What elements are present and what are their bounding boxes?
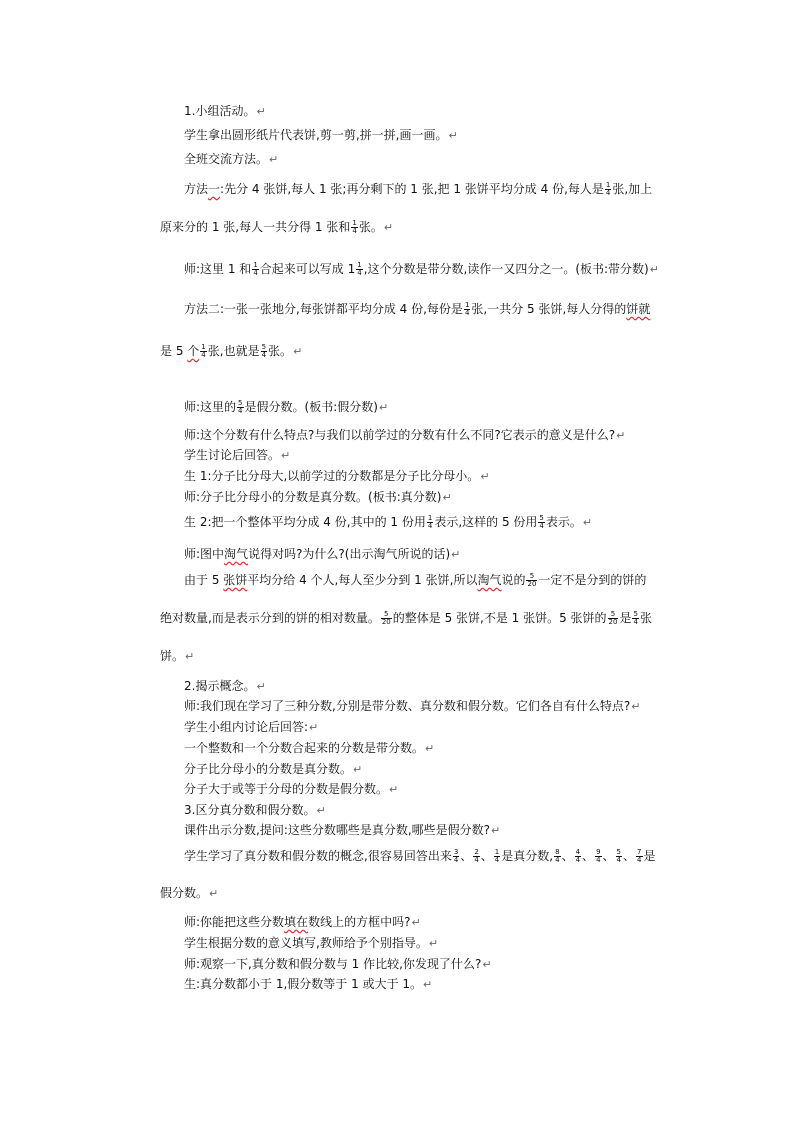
fraction <box>538 515 544 530</box>
text-span: 方法二:一张一张地分,每张饼都平均分成 4 份,每份是 <box>184 302 463 316</box>
fraction-numerator: 1 <box>464 301 470 309</box>
text-line <box>184 427 625 444</box>
text-span: 表示。 <box>545 515 582 529</box>
text-span: 说的 <box>501 573 526 587</box>
text-span: 、 <box>480 849 493 863</box>
text-line <box>184 447 290 464</box>
text-span: 师:我们现在学习了三种分数,分别是带分数、真分数和假分数。它们各自有什么特点? <box>184 699 631 713</box>
paragraph-mark: ↵ <box>209 887 219 900</box>
text-span: 课件出示分数,提问:这些分数哪些是真分数,哪些是假分数? <box>184 823 491 837</box>
squiggly-word: 填在 <box>284 915 309 929</box>
paragraph-mark: ↵ <box>448 129 458 142</box>
text-line <box>160 343 302 360</box>
text-span: 是真分数, <box>501 849 554 863</box>
fraction <box>381 611 392 626</box>
fraction <box>636 849 642 864</box>
text-line <box>184 514 592 531</box>
fraction-numerator: 2 <box>474 848 479 856</box>
fraction-denominator: 4 <box>555 856 560 864</box>
text-span: 平均分给 4 个人,每人至少分到 1 张饼,所以 <box>247 573 478 587</box>
fraction-numerator: 5 <box>539 514 544 522</box>
text-span: 是 5 <box>160 344 188 358</box>
paragraph-mark: ↵ <box>383 221 394 234</box>
text-span: 师:这里的 <box>184 400 237 414</box>
text-span: 饼。 <box>160 649 185 663</box>
fraction-numerator: 5 <box>616 848 622 856</box>
paragraph-mark: ↵ <box>442 491 452 504</box>
fraction-denominator: 20 <box>527 580 537 588</box>
fraction-denominator: 4 <box>352 227 357 235</box>
text-line <box>184 301 650 317</box>
text-span: 说得对吗?为什么?(出示淘气所说的话) <box>248 547 451 561</box>
text-span: 假分数。 <box>160 886 209 900</box>
text-span: 师:这个分数有什么特点?与我们以前学过的分数有什么不同?它表示的意义是什么? <box>184 428 616 442</box>
fraction <box>554 849 560 864</box>
text-span: 一个整数和一个分数合起来的分数是带分数。 <box>184 741 425 755</box>
text-span: 数线上的方框中吗? <box>308 915 411 929</box>
text-span: 生 1:分子比分母大,以前学过的分数都是分子比分母小。 <box>184 469 480 483</box>
fraction <box>595 849 601 864</box>
fraction-denominator: 4 <box>633 618 638 626</box>
text-span: 学生根据分数的意义填写,教师给予个别指导。 <box>184 936 428 950</box>
text-span: 全班交流方法。 <box>184 152 269 166</box>
text-span: :先分 4 张饼,每人 1 张;再分剩下的 1 张,把 1 张饼平均分成 4 份,每人是 <box>220 182 604 196</box>
paragraph-mark: ↵ <box>423 978 433 991</box>
fraction-denominator: 4 <box>474 856 479 864</box>
fraction-denominator: 4 <box>494 856 500 864</box>
text-line <box>184 848 656 864</box>
text-span: 的整体是 5 张饼,不是 1 张饼。5 张饼的 <box>392 611 607 625</box>
paragraph-mark: ↵ <box>482 958 492 971</box>
paragraph-mark: ↵ <box>281 449 291 462</box>
text-line <box>184 261 659 278</box>
paragraph-mark: ↵ <box>428 937 439 950</box>
fraction-denominator: 4 <box>575 856 581 864</box>
text-line <box>184 181 652 197</box>
text-line <box>160 885 218 902</box>
fraction-denominator: 4 <box>201 351 206 359</box>
text-line <box>184 572 646 588</box>
text-span: 生 2:把一个整体平均分成 4 份,其中的 1 份用 <box>184 515 426 529</box>
text-line <box>184 761 362 778</box>
fraction-denominator: 4 <box>605 189 611 197</box>
paragraph-mark: ↵ <box>631 700 641 713</box>
text-span: 学生小组内讨论后回答: <box>184 720 309 734</box>
paragraph-mark: ↵ <box>309 721 319 734</box>
paragraph-mark: ↵ <box>353 763 363 776</box>
text-line <box>184 151 278 168</box>
text-span: 师:分子比分母小的分数是真分数。(板书:真分数) <box>184 490 442 504</box>
text-span: 分子大于或等于分母的分数是假分数。 <box>184 782 389 796</box>
text-line <box>184 719 318 736</box>
fraction <box>200 344 206 359</box>
fraction-numerator: 5 <box>261 343 267 351</box>
fraction-denominator: 4 <box>253 269 258 277</box>
text-line <box>184 935 438 952</box>
paragraph-mark: ↵ <box>582 516 593 529</box>
paragraph-mark: ↵ <box>256 105 266 118</box>
text-span: 师:这里 1 和 <box>184 262 252 276</box>
fraction-numerator: 9 <box>596 848 601 856</box>
fraction-numerator: 3 <box>453 848 459 856</box>
fraction <box>453 849 459 864</box>
paragraph-mark: ↵ <box>256 680 266 693</box>
fraction-denominator: 4 <box>637 856 642 864</box>
text-span: 张 <box>639 611 652 625</box>
fraction-numerator: 5 <box>633 610 638 618</box>
paragraph-mark: ↵ <box>491 824 501 837</box>
fraction <box>473 849 479 864</box>
fraction <box>261 344 267 359</box>
text-span: 是 <box>643 849 656 863</box>
text-span: 、 <box>623 849 636 863</box>
text-span: 、 <box>460 849 473 863</box>
fraction <box>575 849 581 864</box>
fraction-denominator: 20 <box>608 618 618 626</box>
fraction <box>526 573 537 588</box>
text-span: 1.小组活动。 <box>184 104 256 118</box>
paragraph-mark: ↵ <box>269 153 279 166</box>
text-span: 生:真分数都小于 1,假分数等于 1 或大于 1。 <box>184 977 423 991</box>
fraction-numerator: 1 <box>357 261 362 269</box>
fraction-denominator: 4 <box>539 522 544 530</box>
squiggly-word: 淘气 <box>224 547 249 561</box>
text-span: 、 <box>602 849 615 863</box>
text-span: 学生讨论后回答。 <box>184 448 281 462</box>
fraction <box>351 220 357 235</box>
text-span: 一定不是分到的饼的 <box>538 573 647 587</box>
fraction-numerator: 5 <box>608 611 619 619</box>
text-line <box>184 781 398 798</box>
paragraph-mark: ↵ <box>480 470 490 483</box>
text-span: 3.区分真分数和假分数。 <box>184 803 316 817</box>
squiggly-word: 张饼 <box>223 573 248 587</box>
fraction-denominator: 4 <box>427 522 433 530</box>
text-line <box>184 956 492 973</box>
text-line <box>160 219 393 236</box>
paragraph-mark: ↵ <box>616 429 626 442</box>
text-span: 张。 <box>268 344 293 358</box>
fraction-denominator: 4 <box>238 407 243 415</box>
fraction <box>464 302 470 317</box>
paragraph-mark: ↵ <box>649 263 659 276</box>
text-line <box>184 468 490 485</box>
text-span: 张,一共分 5 张饼,每人分得的 <box>471 302 627 316</box>
text-span: 是 <box>619 611 632 625</box>
text-span: 绝对数量,而是表示分到的饼的相对数量。 <box>160 611 380 625</box>
fraction-numerator: 1 <box>352 219 357 227</box>
text-line <box>184 103 266 120</box>
text-line <box>184 678 266 695</box>
text-span: 师:观察一下,真分数和假分数与 1 作比较,你发现了什么? <box>184 957 482 971</box>
fraction <box>252 262 258 277</box>
fraction <box>427 515 433 530</box>
paragraph-mark: ↵ <box>316 804 326 817</box>
text-span: 师:图中 <box>184 547 225 561</box>
fraction <box>608 611 619 626</box>
squiggly-word: 饼就 <box>626 302 651 316</box>
text-span: 张,加上 <box>612 182 653 196</box>
text-line <box>184 399 388 416</box>
paragraph-mark: ↵ <box>389 783 399 796</box>
paragraph-mark: ↵ <box>425 742 435 755</box>
fraction <box>605 182 611 197</box>
text-span: 、 <box>561 849 574 863</box>
fraction-numerator: 1 <box>605 181 611 189</box>
fraction-numerator: 5 <box>381 611 392 619</box>
paragraph-mark: ↵ <box>378 401 389 414</box>
text-span: 分子比分母小的分数是真分数。 <box>184 762 353 776</box>
fraction-numerator: 1 <box>201 343 206 351</box>
text-line <box>184 976 432 993</box>
fraction-numerator: 4 <box>575 848 581 856</box>
paragraph-mark: ↵ <box>185 650 195 663</box>
text-line <box>184 489 452 506</box>
fraction-denominator: 4 <box>357 269 362 277</box>
text-line <box>184 127 458 144</box>
text-span: 、 <box>582 849 595 863</box>
fraction <box>632 611 638 626</box>
text-span: 2.揭示概念。 <box>184 679 256 693</box>
text-span: 合起来可以写成 1 <box>259 262 356 276</box>
text-span: 原来分的 1 张,每人一共分得 1 张和 <box>160 220 351 234</box>
fraction-denominator: 4 <box>596 856 601 864</box>
text-span: 张,也就是 <box>207 344 260 358</box>
fraction-numerator: 1 <box>494 848 500 856</box>
fraction-denominator: 20 <box>381 618 391 626</box>
fraction-numerator: 8 <box>555 848 560 856</box>
text-line <box>184 914 421 931</box>
fraction-denominator: 4 <box>464 309 470 317</box>
fraction-numerator: 7 <box>637 848 642 856</box>
fraction <box>356 262 362 277</box>
text-line <box>160 610 652 626</box>
squiggly-word: 个 <box>187 344 200 358</box>
text-span: ,这个分数是带分数,读作一又四分之一。(板书:带分数) <box>363 262 649 276</box>
fraction-numerator: 5 <box>526 573 537 581</box>
squiggly-word: 一 <box>208 182 221 196</box>
text-line <box>184 546 460 563</box>
text-span: 学生拿出圆形纸片代表饼,剪一剪,拼一拼,画一画。 <box>184 128 448 142</box>
fraction-numerator: 1 <box>253 261 258 269</box>
paragraph-mark: ↵ <box>411 916 421 929</box>
fraction-denominator: 4 <box>261 351 267 359</box>
paragraph-mark: ↵ <box>451 548 461 561</box>
text-line <box>184 698 640 715</box>
text-span: 方法 <box>184 182 209 196</box>
text-span: 表示,这样的 5 份用 <box>434 515 538 529</box>
text-line <box>184 740 434 757</box>
fraction <box>616 849 622 864</box>
text-span: 是假分数。(板书:假分数) <box>244 400 378 414</box>
paragraph-mark: ↵ <box>293 345 303 358</box>
text-span: 由于 5 <box>184 573 224 587</box>
fraction-denominator: 4 <box>616 856 622 864</box>
text-span: 师:你能把这些分数 <box>184 915 285 929</box>
fraction-numerator: 5 <box>238 399 243 407</box>
text-line <box>184 802 326 819</box>
fraction <box>237 400 243 415</box>
text-line <box>160 648 194 665</box>
text-line <box>184 822 500 839</box>
text-span: 学生学习了真分数和假分数的概念,很容易回答出来 <box>184 849 452 863</box>
fraction-numerator: 1 <box>427 514 433 522</box>
fraction-denominator: 4 <box>453 856 459 864</box>
squiggly-word: 淘气 <box>477 573 502 587</box>
fraction <box>494 849 500 864</box>
text-span: 张。 <box>358 220 383 234</box>
